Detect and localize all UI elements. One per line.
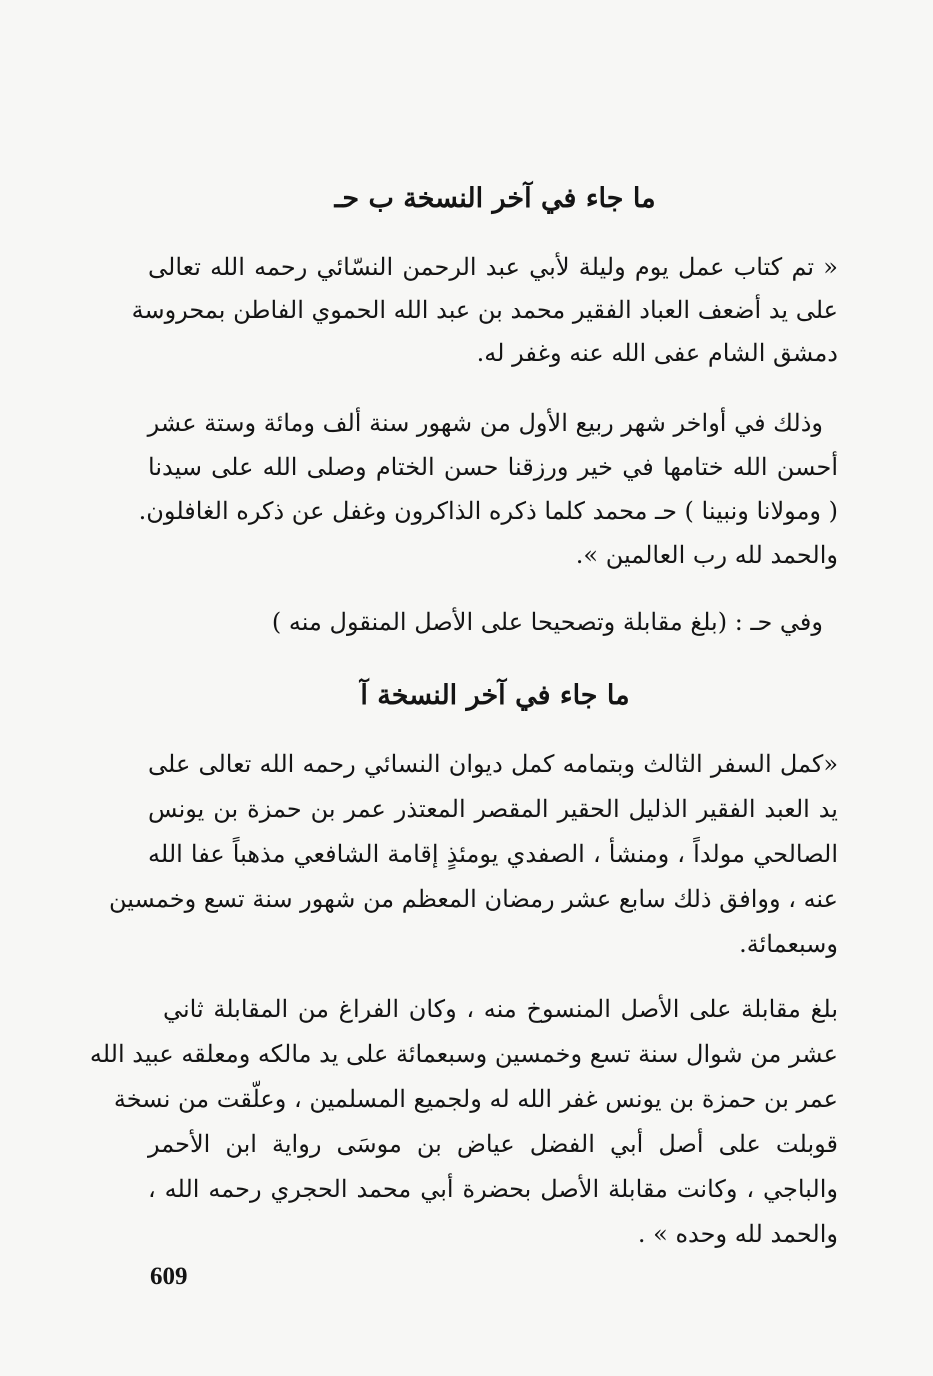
- note-nuskha-h: وفي حـ : (بلغ مقابلة وتصحيحا على الأصل المنقول منه ): [271, 608, 823, 636]
- para4-line-4: قوبلت على أصل أبي الفضل عياض بن موسَى رواية ابن الأحمر: [148, 1130, 838, 1158]
- para2-line-1: وذلك في أواخر شهر ربيع الأول من شهور سنة ألف ومائة وستة عشر: [147, 409, 823, 437]
- para4-line-6: والحمد لله وحده » .: [637, 1220, 838, 1248]
- para1-line-2: على يد أضعف العباد الفقير محمد بن عبد الله الحموي الفاطن بمحروسة: [131, 296, 838, 324]
- para3-line-4: عنه ، ووافق ذلك سابع عشر رمضان المعظم من شهور سنة تسع وخمسين: [108, 885, 838, 913]
- section-heading-b: ما جاء في آخر النسخة ب حـ: [334, 183, 656, 214]
- page-number: 609: [150, 1263, 188, 1290]
- para1-line-1: « تم كتاب عمل يوم وليلة لأبي عبد الرحمن النسّائي رحمه الله تعالى: [148, 253, 838, 281]
- para2-line-2: أحسن الله ختامها في خير ورزقنا حسن الختام وصلى الله على سيدنا: [148, 453, 838, 481]
- para3-line-1: «كمل السفر الثالث وبتمامه كمل ديوان النسائي رحمه الله تعالى على: [148, 750, 838, 778]
- para4-line-2: عشر من شوال سنة تسع وخمسين وسبعمائة على يد مالكه ومعلقه عبيد الله: [89, 1040, 838, 1068]
- para2-line-4: والحمد لله رب العالمين ».: [575, 541, 838, 569]
- para3-line-2: يد العبد الفقير الذليل الحقير المقصر المعتذر عمر بن حمزة بن يونس: [148, 795, 838, 823]
- section-heading-a: ما جاء في آخر النسخة آ: [360, 680, 630, 711]
- para3-line-5: وسبعمائة.: [739, 930, 838, 958]
- para3-line-3: الصالحي مولداً ، ومنشأ ، الصفدي يومئذٍ إقامة الشافعي مذهباً عفا الله: [148, 840, 838, 868]
- para4-line-5: والباجي ، وكانت مقابلة الأصل بحضرة أبي محمد الحجري رحمه الله ،: [148, 1175, 838, 1203]
- para4-line-3: عمر بن حمزة بن يونس غفر الله له ولجميع المسلمين ، وعلّقت من نسخة: [113, 1085, 838, 1113]
- para4-line-1: بلغ مقابلة على الأصل المنسوخ منه ، وكان الفراغ من المقابلة ثاني: [163, 995, 838, 1023]
- para2-line-3: ( ومولانا ونبينا ) حـ محمد كلما ذكره الذاكرون وغفل عن ذكره الغافلون.: [138, 497, 838, 525]
- para1-line-3: دمشق الشام عفى الله عنه وغفر له.: [476, 339, 838, 367]
